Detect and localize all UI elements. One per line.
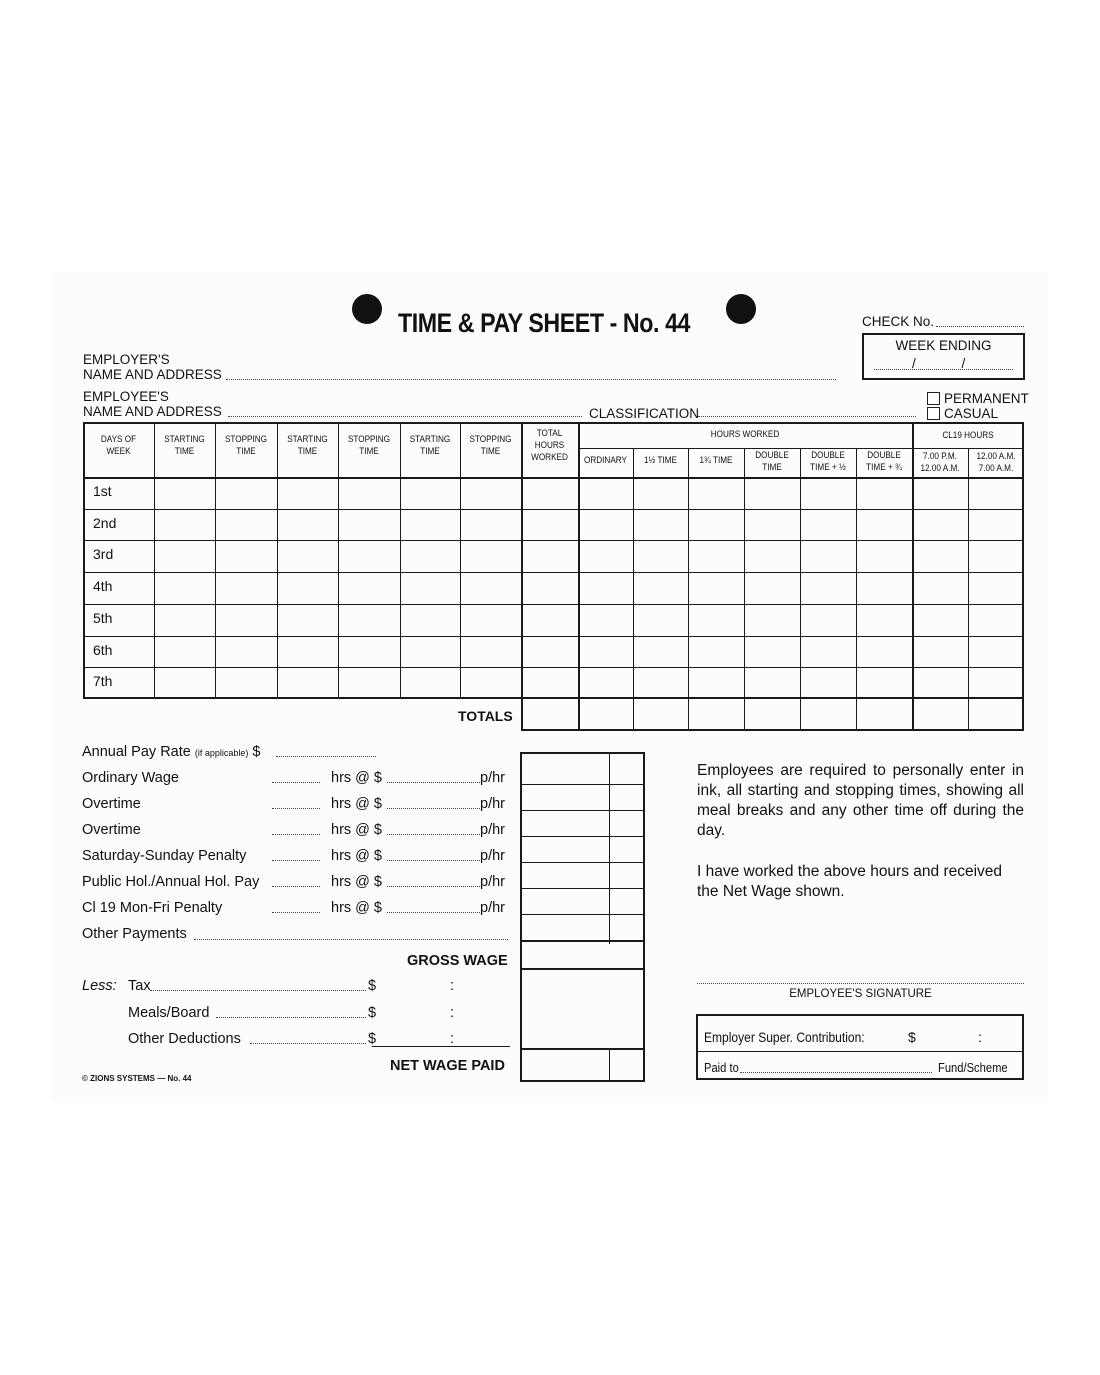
time-entry-cell[interactable]: [217, 669, 275, 697]
time-entry-cell[interactable]: [279, 669, 336, 697]
day-label: 5th: [93, 609, 113, 626]
time-col-header: STOPPING TIME: [224, 434, 268, 457]
time-entry-cell[interactable]: [279, 511, 336, 539]
time-entry-cell[interactable]: [340, 606, 398, 634]
amounts-grid: [520, 752, 645, 1082]
per-hour-label: p/hr: [480, 770, 505, 786]
hours-col-header: 1½ TIME: [643, 455, 678, 466]
deduction-field[interactable]: [250, 1043, 366, 1044]
rate-field[interactable]: [387, 808, 480, 809]
fund-scheme-label: Fund/Scheme: [938, 1060, 1008, 1075]
deduction-label: Other Deductions: [128, 1031, 241, 1047]
time-entry-cell[interactable]: [970, 606, 1022, 634]
time-entry-cell[interactable]: [802, 511, 854, 539]
row-divider: [83, 667, 1024, 668]
time-entry-cell[interactable]: [970, 542, 1022, 570]
time-entry-cell[interactable]: [635, 511, 686, 539]
row-divider: [83, 636, 1024, 637]
super-box-divider: [698, 1051, 1022, 1052]
punch-hole-left: [352, 294, 382, 324]
hrs-at-label: hrs @ $: [331, 900, 382, 916]
time-entry-cell[interactable]: [635, 606, 686, 634]
per-hour-label: p/hr: [480, 900, 505, 916]
time-entry-cell[interactable]: [635, 669, 686, 697]
week-ending-label: WEEK ENDING: [895, 338, 992, 353]
other-payments-field[interactable]: [194, 939, 508, 940]
amount-row-divider: [522, 914, 643, 915]
row-divider: [83, 540, 1024, 541]
paid-to-field[interactable]: [740, 1072, 932, 1073]
time-entry-cell[interactable]: [523, 606, 576, 634]
time-entry-cell[interactable]: [340, 511, 398, 539]
hours-field[interactable]: [272, 860, 320, 861]
permanent-checkbox[interactable]: [927, 392, 940, 405]
total-hours-header: TOTAL HOURS WORKED: [531, 428, 568, 463]
deduction-field[interactable]: [216, 1017, 366, 1018]
day-label: 3rd: [93, 546, 114, 563]
group-header-divider: [578, 448, 1024, 449]
time-entry-cell[interactable]: [746, 606, 798, 634]
amount-row-divider: [522, 836, 643, 837]
paid-to-label: Paid to: [704, 1060, 739, 1075]
time-entry-cell[interactable]: [156, 669, 213, 697]
time-entry-cell[interactable]: [340, 638, 398, 666]
employee-label-line2: NAME AND ADDRESS: [83, 404, 222, 419]
classification-field[interactable]: [698, 416, 916, 417]
time-entry-cell[interactable]: [217, 479, 275, 507]
time-entry-cell[interactable]: [156, 511, 213, 539]
rate-field[interactable]: [387, 860, 480, 861]
hours-col-header: ORDINARY: [584, 455, 627, 466]
time-entry-cell[interactable]: [690, 638, 742, 666]
employer-label-line2: NAME AND ADDRESS: [83, 367, 222, 382]
classification-label: CLASSIFICATION: [589, 406, 700, 421]
hours-col-header: DOUBLE TIME + ¾: [866, 450, 902, 473]
time-entry-cell[interactable]: [156, 606, 213, 634]
time-entry-cell[interactable]: [802, 542, 854, 570]
time-entry-cell[interactable]: [523, 479, 576, 507]
amount-row-divider: [522, 1048, 643, 1050]
cl19-hours-header: CL19 HOURS: [942, 430, 994, 441]
totals-label: TOTALS: [458, 708, 513, 724]
time-entry-cell[interactable]: [402, 511, 458, 539]
rate-field[interactable]: [387, 886, 480, 887]
time-entry-cell[interactable]: [858, 542, 910, 570]
pay-line-label: Overtime: [82, 796, 141, 812]
day-label: 7th: [93, 673, 113, 690]
column-divider: [856, 448, 857, 731]
time-entry-cell[interactable]: [858, 511, 910, 539]
hours-field[interactable]: [272, 886, 320, 887]
hrs-at-label: hrs @ $: [331, 822, 382, 838]
time-entry-cell[interactable]: [402, 638, 458, 666]
row-divider: [83, 572, 1024, 573]
time-entry-cell[interactable]: [970, 669, 1022, 697]
time-entry-cell[interactable]: [156, 638, 213, 666]
time-entry-cell[interactable]: [580, 574, 631, 602]
employee-signature-field[interactable]: [697, 983, 1024, 984]
column-divider: [338, 422, 339, 699]
time-entry-cell[interactable]: [690, 511, 742, 539]
less-label: Less:: [82, 978, 117, 994]
time-entry-cell[interactable]: [858, 638, 910, 666]
column-divider: [968, 448, 969, 731]
time-entry-cell[interactable]: [279, 638, 336, 666]
time-entry-cell[interactable]: [746, 638, 798, 666]
time-entry-cell[interactable]: [580, 638, 631, 666]
cents-divider: [609, 754, 610, 944]
deduction-label: Tax: [128, 978, 151, 994]
hrs-at-label: hrs @ $: [331, 796, 382, 812]
time-entry-cell[interactable]: [523, 542, 576, 570]
rate-field[interactable]: [387, 834, 480, 835]
casual-label: CASUAL: [944, 406, 999, 421]
time-entry-cell[interactable]: [462, 638, 519, 666]
time-entry-cell[interactable]: [690, 574, 742, 602]
time-entry-cell[interactable]: [523, 638, 576, 666]
punch-hole-right: [726, 294, 756, 324]
time-entry-cell[interactable]: [580, 479, 631, 507]
per-hour-label: p/hr: [480, 796, 505, 812]
sheet-title: TIME & PAY SHEET - No. 44: [398, 308, 691, 338]
time-entry-cell[interactable]: [279, 574, 336, 602]
time-entry-cell[interactable]: [156, 574, 213, 602]
column-divider: [800, 448, 801, 731]
time-entry-cell[interactable]: [462, 479, 519, 507]
cl19-col-header: 7.00 P.M. 12.00 A.M.: [920, 451, 960, 474]
super-contribution-label: Employer Super. Contribution:: [704, 1029, 865, 1045]
time-entry-cell[interactable]: [462, 574, 519, 602]
time-entry-cell[interactable]: [746, 542, 798, 570]
time-entry-cell[interactable]: [402, 574, 458, 602]
hours-col-header: DOUBLE TIME: [755, 450, 789, 473]
day-label: 4th: [93, 578, 113, 595]
column-divider: [215, 422, 216, 699]
time-entry-cell[interactable]: [402, 479, 458, 507]
deduction-field[interactable]: [150, 990, 366, 991]
gross-wage-label: GROSS WAGE: [407, 953, 508, 969]
employer-label-line1: EMPLOYER'S: [83, 352, 170, 367]
deduction-currency: $: [368, 978, 377, 994]
employee-signature-label: EMPLOYEE'S SIGNATURE: [789, 988, 932, 1000]
pay-line-label: Ordinary Wage: [82, 770, 179, 786]
pay-line-label: Cl 19 Mon-Fri Penalty: [82, 900, 223, 916]
column-divider: [633, 448, 634, 731]
time-entry-cell[interactable]: [690, 606, 742, 634]
time-entry-cell[interactable]: [340, 574, 398, 602]
time-entry-cell[interactable]: [746, 669, 798, 697]
week-ending-date[interactable]: / /: [912, 356, 966, 371]
time-col-header: STOPPING TIME: [347, 434, 391, 457]
employee-label-line1: EMPLOYEE'S: [83, 389, 169, 404]
time-entry-cell[interactable]: [635, 542, 686, 570]
deductions-total-line: [372, 1046, 510, 1047]
time-entry-cell[interactable]: [914, 479, 966, 507]
column-divider: [154, 422, 155, 699]
rate-field[interactable]: [387, 912, 480, 913]
annual-pay-rate-currency: $: [252, 744, 261, 760]
time-entry-cell[interactable]: [635, 574, 686, 602]
super-sep: :: [978, 1029, 982, 1045]
deduction-sep: :: [450, 1031, 455, 1047]
notice-paragraph-1: Employees are required to personally enter in ink, all starting and stopping times, showing all meal breaks and any other time off during the day.: [697, 762, 1024, 839]
time-entry-cell[interactable]: [156, 542, 213, 570]
time-entry-cell[interactable]: [523, 511, 576, 539]
time-col-header: STARTING TIME: [164, 434, 205, 457]
deduction-label: Meals/Board: [128, 1005, 210, 1021]
time-entry-cell[interactable]: [802, 638, 854, 666]
other-payments-label: Other Payments: [82, 926, 187, 942]
day-label: 2nd: [93, 514, 117, 531]
time-entry-cell[interactable]: [523, 574, 576, 602]
time-entry-cell[interactable]: [340, 479, 398, 507]
deduction-sep: :: [450, 978, 455, 994]
amount-row-divider: [522, 784, 643, 785]
time-entry-cell[interactable]: [462, 606, 519, 634]
time-entry-cell[interactable]: [802, 574, 854, 602]
time-entry-cell[interactable]: [858, 574, 910, 602]
totals-row-border: [521, 699, 1024, 731]
time-entry-cell[interactable]: [402, 542, 458, 570]
time-entry-cell[interactable]: [462, 669, 519, 697]
notice-paragraph-2: I have worked the above hours and received the Net Wage shown.: [697, 863, 1003, 900]
time-entry-cell[interactable]: [462, 542, 519, 570]
time-entry-cell[interactable]: [635, 479, 686, 507]
super-currency: $: [908, 1029, 916, 1045]
net-wage-label: NET WAGE PAID: [390, 1058, 505, 1074]
time-entry-cell[interactable]: [802, 479, 854, 507]
time-col-header: STARTING TIME: [287, 434, 328, 457]
check-no-field[interactable]: [936, 326, 1024, 327]
hours-field[interactable]: [272, 834, 320, 835]
hours-col-header: DOUBLE TIME + ½: [810, 450, 846, 473]
time-entry-cell[interactable]: [156, 479, 213, 507]
amount-row-divider: [522, 968, 643, 970]
day-label: 6th: [93, 641, 113, 658]
annual-pay-rate-text: Annual Pay Rate: [82, 744, 191, 760]
time-entry-cell[interactable]: [858, 479, 910, 507]
hours-field[interactable]: [272, 912, 320, 913]
hours-worked-header: HOURS WORKED: [710, 429, 780, 440]
time-entry-cell[interactable]: [217, 542, 275, 570]
check-no-label: CHECK No.: [862, 314, 935, 329]
time-entry-cell[interactable]: [279, 479, 336, 507]
time-entry-cell[interactable]: [217, 511, 275, 539]
time-entry-cell[interactable]: [802, 606, 854, 634]
time-entry-cell[interactable]: [402, 606, 458, 634]
amount-row-divider: [522, 888, 643, 889]
time-entry-cell[interactable]: [970, 638, 1022, 666]
permanent-label: PERMANENT: [944, 391, 1029, 406]
time-entry-cell[interactable]: [914, 638, 966, 666]
time-entry-cell[interactable]: [217, 638, 275, 666]
time-entry-cell[interactable]: [746, 574, 798, 602]
time-entry-cell[interactable]: [635, 638, 686, 666]
time-entry-cell[interactable]: [970, 479, 1022, 507]
time-entry-cell[interactable]: [690, 479, 742, 507]
copyright-footer: © ZIONS SYSTEMS — No. 44: [82, 1074, 192, 1083]
time-entry-cell[interactable]: [746, 479, 798, 507]
time-entry-cell[interactable]: [217, 574, 275, 602]
column-divider: [277, 422, 278, 699]
pay-line-label: Overtime: [82, 822, 141, 838]
time-entry-cell[interactable]: [279, 542, 336, 570]
days-of-week-header: DAYS OF WEEK: [100, 434, 137, 457]
time-entry-cell[interactable]: [802, 669, 854, 697]
hours-field[interactable]: [272, 782, 320, 783]
time-entry-cell[interactable]: [914, 669, 966, 697]
per-hour-label: p/hr: [480, 874, 505, 890]
time-entry-cell[interactable]: [858, 669, 910, 697]
amount-row-divider: [522, 940, 643, 942]
time-entry-cell[interactable]: [523, 669, 576, 697]
time-entry-cell[interactable]: [914, 606, 966, 634]
row-divider: [83, 509, 1024, 510]
annual-pay-rate-label: [82, 744, 261, 760]
deduction-currency: $: [368, 1005, 377, 1021]
time-entry-cell[interactable]: [970, 574, 1022, 602]
time-entry-cell[interactable]: [970, 511, 1022, 539]
time-col-header: STOPPING TIME: [469, 434, 512, 457]
column-divider: [400, 422, 401, 699]
rate-field[interactable]: [387, 782, 480, 783]
time-entry-cell[interactable]: [217, 606, 275, 634]
deduction-currency: $: [368, 1031, 377, 1047]
time-entry-cell[interactable]: [580, 606, 631, 634]
time-entry-cell[interactable]: [580, 511, 631, 539]
day-label: 1st: [93, 483, 112, 499]
week-ending-box[interactable]: [862, 333, 1025, 380]
hrs-at-label: hrs @ $: [331, 874, 382, 890]
hrs-at-label: hrs @ $: [331, 848, 382, 864]
per-hour-label: p/hr: [480, 822, 505, 838]
amount-row-divider: [522, 810, 643, 811]
time-entry-cell[interactable]: [690, 542, 742, 570]
time-entry-cell[interactable]: [340, 669, 398, 697]
casual-checkbox[interactable]: [927, 407, 940, 420]
annual-pay-rate-note: (if applicable): [194, 748, 249, 758]
employee-name-field[interactable]: [228, 416, 582, 417]
time-col-header: STARTING TIME: [409, 434, 451, 457]
time-entry-cell[interactable]: [914, 511, 966, 539]
column-divider: [744, 448, 745, 731]
time-entry-cell[interactable]: [690, 669, 742, 697]
super-contribution-box: [696, 1014, 1024, 1080]
net-cents-divider: [609, 1048, 610, 1080]
hours-field[interactable]: [272, 808, 320, 809]
row-divider: [83, 604, 1024, 605]
time-entry-cell[interactable]: [858, 606, 910, 634]
time-entry-cell[interactable]: [340, 542, 398, 570]
time-entry-cell[interactable]: [746, 511, 798, 539]
employer-name-field[interactable]: [226, 379, 836, 380]
per-hour-label: p/hr: [480, 848, 505, 864]
time-entry-cell[interactable]: [580, 542, 631, 570]
time-entry-cell[interactable]: [279, 606, 336, 634]
time-entry-cell[interactable]: [402, 669, 458, 697]
pay-line-label: Saturday-Sunday Penalty: [82, 848, 247, 864]
time-entry-cell[interactable]: [914, 542, 966, 570]
time-entry-cell[interactable]: [462, 511, 519, 539]
hrs-at-label: hrs @ $: [331, 770, 382, 786]
hours-col-header: 1¾ TIME: [699, 455, 733, 466]
amount-row-divider: [522, 862, 643, 863]
time-entry-cell[interactable]: [914, 574, 966, 602]
cl19-col-header: 12.00 A.M. 7.00 A.M.: [976, 451, 1016, 474]
annual-pay-rate-field[interactable]: [276, 756, 376, 757]
column-divider: [460, 422, 461, 699]
deduction-sep: :: [450, 1005, 455, 1021]
pay-line-label: Public Hol./Annual Hol. Pay: [82, 874, 260, 890]
column-divider: [688, 448, 689, 731]
time-entry-cell[interactable]: [580, 669, 631, 697]
